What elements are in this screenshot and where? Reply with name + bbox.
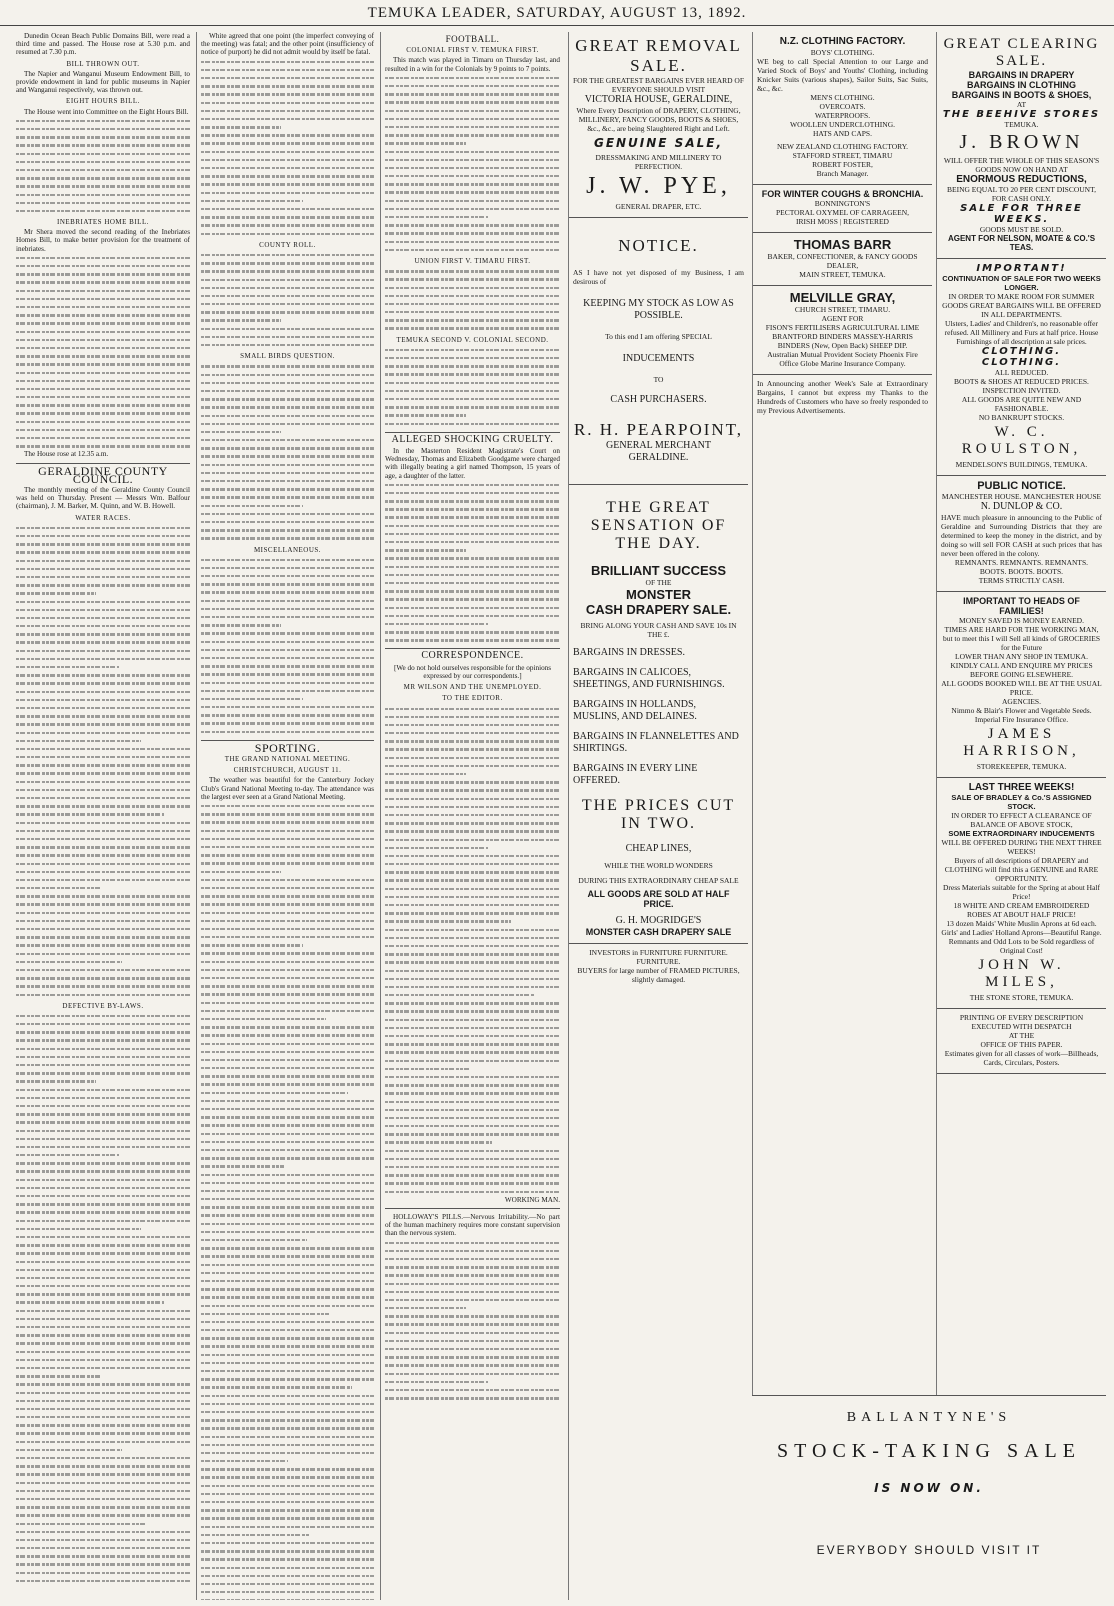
ad-text: MENDELSON'S BUILDINGS, TEMUKA. xyxy=(955,460,1088,469)
ad-printing xyxy=(937,1009,1106,1074)
ad-heading: SALE OF BRADLEY & Co.'S ASSIGNED STOCK. xyxy=(951,793,1092,811)
ad-text: AT xyxy=(1016,100,1027,109)
ad-text: BOOTS & SHOES AT REDUCED PRICES. INSPECTION INVITED. xyxy=(954,377,1089,395)
ad-title: GREAT REMOVAL SALE. xyxy=(575,36,742,75)
ad-text: AGENT FOR NELSON, MOATE & CO.'S TEAS. xyxy=(947,234,1096,252)
ad-heading: MONSTER CASH DRAPERY SALE xyxy=(585,927,732,937)
ad-text: BARGAINS IN BOOTS & SHOES, xyxy=(951,90,1092,100)
subheading: UNION FIRST V. TIMARU FIRST. xyxy=(414,256,531,265)
ad-text: GOODS MUST BE SOLD. xyxy=(979,225,1064,234)
ad-name: J. W. PYE, xyxy=(586,173,731,199)
ad-text: CASH PURCHASERS. xyxy=(610,394,707,405)
ad-text: MONEY SAVED IS MONEY EARNED. xyxy=(959,616,1084,625)
ad-thomas-barr xyxy=(753,233,932,286)
ad-furniture xyxy=(569,944,748,990)
ad-name: R. H. PEARPOINT, xyxy=(573,420,744,439)
ad-text: To this end I am offering SPECIAL xyxy=(605,332,712,341)
ad-text: AS I have not yet disposed of my Business, I am desirous of xyxy=(573,268,744,286)
article-text: Dunedin Ocean Beach Public Domains Bill, were read a third time and passed. The House rose at 5.30 p.m. and resumed at 7.30 p.m. xyxy=(16,32,190,57)
ad-heading: THE PRICES CUT IN TWO. xyxy=(581,797,736,832)
ad-text: IN ORDER TO EFFECT A CLEARANCE OF BALANCE OF ABOVE STOCK, xyxy=(951,811,1092,829)
ad-text: TIMES ARE HARD FOR THE WORKING MAN, but to meet this I will Sell all kinds of GROCERIES for the Future xyxy=(942,625,1101,652)
ad-text: NO BANKRUPT STOCKS. xyxy=(978,413,1065,422)
ad-heading: ALL GOODS ARE SOLD AT HALF PRICE. xyxy=(587,889,730,909)
ad-text: BEING EQUAL TO 20 PER CENT DISCOUNT, FOR CASH ONLY. xyxy=(947,185,1096,203)
ad-text: BOOTS. BOOTS. BOOTS. xyxy=(979,567,1064,576)
ad-great-removal xyxy=(569,32,748,218)
ad-text: AGENT FOR xyxy=(821,314,864,323)
signature: WORKING MAN. xyxy=(504,1195,560,1204)
article-text: White agreed that one point (the imperfect conveying of the meeting) was fatal; and the other point (insufficiency of notice of purport) he did not admit would by itself be fatal. xyxy=(201,32,374,57)
ad-text: REMNANTS. REMNANTS. REMNANTS. xyxy=(954,558,1089,567)
ad-text: ALL REDUCED. xyxy=(994,368,1049,377)
ad-text: BUYERS for large number of FRAMED PICTURES, slightly damaged. xyxy=(577,966,740,984)
column-6-ads xyxy=(936,32,1106,1600)
ad-text: Buyers of all descriptions of DRAPERY and CLOTHING will find this a GENUINE and RARE OPPORTUNITY. xyxy=(944,856,1099,883)
ad-roulston xyxy=(937,259,1106,476)
ad-heading: GENUINE SALE, xyxy=(593,136,724,150)
ad-text: HAVE much pleasure in announcing to the Public of Geraldine and Surrounding Districts that they are determined to keep the money in the district, and by doing so will sell FOR CASH at such prices that has never been offered in the colony. xyxy=(941,513,1102,558)
ad-text: KINDLY CALL AND ENQUIRE MY PRICES BEFORE GOING ELSEWHERE. xyxy=(950,661,1093,679)
article-text: The Napier and Wanganui Museum Endowment Bill, to provide endowment in land for public museums in Napier and Wanganui respectively, was thrown out. xyxy=(16,69,190,95)
ad-text: OFFICE OF THIS PAPER. xyxy=(980,1040,1063,1049)
ad-text: DURING THIS EXTRAORDINARY CHEAP SALE xyxy=(578,876,739,885)
ad-text: CHEAP LINES, xyxy=(625,843,692,854)
ad-clearing-sale xyxy=(937,32,1106,259)
column-3 xyxy=(380,32,564,1600)
ad-coughs xyxy=(753,185,932,233)
ad-title: GREAT CLEARING SALE. xyxy=(943,36,1100,69)
ad-text: FISON'S FERTILISERS AGRICULTURAL LIME BRANTFORD BINDERS MASSEY-HARRIS BINDERS (New, Open Back) SHEEP DIP. xyxy=(765,323,920,350)
ad-subhead: BOYS' CLOTHING. xyxy=(810,48,875,57)
ad-text: BAKER, CONFECTIONER, & FANCY GOODS DEALER, xyxy=(767,252,918,270)
ad-text: CHURCH STREET, TIMARU. xyxy=(794,305,891,314)
ad-title: FOR WINTER COUGHS & BRONCHIA. xyxy=(761,189,924,199)
ad-subhead: HATS AND CAPS. xyxy=(813,129,872,138)
ad-text: WILL OFFER THE WHOLE OF THIS SEASON'S GOODS NOW ON HAND AT xyxy=(943,156,1100,174)
ad-text: TEMUKA. xyxy=(1004,120,1039,129)
column-5-ads xyxy=(752,32,932,1600)
ad-text: CONTINUATION OF SALE FOR TWO WEEKS LONGER. xyxy=(942,274,1101,292)
ad-title: IMPORTANT TO HEADS OF FAMILIES! xyxy=(963,596,1080,616)
ad-text: BRING ALONG YOUR CASH AND SAVE 10s IN THE £. xyxy=(580,621,737,639)
ad-text: WE beg to call Special Attention to our Large and Varied Stock of Boys' and Youths' Clothing, including Knicker Suits (various shapes), Sailor Suits, Sac Suits, &c., &c. xyxy=(757,57,928,93)
ad-subhead: OVERCOATS. xyxy=(819,102,866,111)
ad-text: ALL GOODS ARE QUITE NEW AND FASHIONABLE. xyxy=(961,395,1082,413)
dateline: CHRISTCHURCH, AUGUST 11. xyxy=(233,766,342,775)
ad-text: LOWER THAN ANY SHOP IN TEMUKA. xyxy=(955,652,1088,661)
editorial-note: [We do not hold ourselves responsible for the opinions expressed by our correspondents.] xyxy=(393,663,552,680)
ad-text: TO xyxy=(653,375,664,384)
ad-text: AT THE xyxy=(1008,1031,1035,1040)
ad-name: N. DUNLOP & CO. xyxy=(980,501,1063,512)
ad-text: GENERAL MERCHANT xyxy=(606,440,711,451)
subheading: EIGHT HOURS BILL. xyxy=(66,97,140,106)
ad-title: PUBLIC NOTICE. xyxy=(977,480,1066,492)
ad-text: AGENCIES. xyxy=(1002,697,1041,706)
ad-dunlop xyxy=(937,476,1106,592)
ad-text: OF THE xyxy=(645,578,672,587)
ad-name: JAMES HARRISON, xyxy=(963,726,1080,759)
ad-text: Ulsters, Ladies' and Children's, no reasonable offer refused. All Millinery and Furs at half price. House Furnishings of all description at sale prices. xyxy=(944,319,1099,346)
ad-announce xyxy=(753,375,932,421)
ad-bargain: BARGAINS IN FLANNELETTES AND SHIRTINGS. xyxy=(573,731,739,754)
ad-text: GENERAL DRAPER, ETC. xyxy=(615,202,702,211)
ad-title: N.Z. CLOTHING FACTORY. xyxy=(779,36,906,47)
ad-text: BARGAINS IN CLOTHING xyxy=(967,80,1076,90)
ad-text: INVESTORS in FURNITURE FURNITURE. FURNITURE. xyxy=(589,948,728,966)
ad-heading: SOME EXTRAORDINARY INDUCEMENTS xyxy=(948,829,1095,838)
ad-text: MAIN STREET, TEMUKA. xyxy=(799,270,886,279)
subheading: TEMUKA SECOND V. COLONIAL SECOND. xyxy=(396,335,549,344)
ad-subhead: WOOLLEN UNDERCLOTHING. xyxy=(790,120,895,129)
ad-text: G. H. MOGRIDGE'S xyxy=(615,915,702,926)
ad-subhead: MEN'S CLOTHING. xyxy=(810,93,875,102)
ad-bargain: BARGAINS IN DRESSES. xyxy=(573,647,685,658)
ad-text: THE STONE STORE, TEMUKA. xyxy=(969,993,1074,1002)
subheading: MISCELLANEOUS. xyxy=(253,545,322,554)
ad-text: INDUCEMENTS xyxy=(622,353,695,364)
ad-text: ALL GOODS BOOKED WILL BE AT THE USUAL PRICE. xyxy=(941,679,1102,697)
ad-text: Where Every Description of DRAPERY, CLOTHING, MILLINERY, FANCY GOODS, BOOTS & SHOES, &c., &c., are being Slaughtered Right and Left. xyxy=(576,106,741,133)
ad-name: THOMAS BARR xyxy=(793,237,892,252)
subheading: DEFECTIVE BY-LAWS. xyxy=(62,1001,144,1010)
article-text: HOLLOWAY'S PILLS.—Nervous Irritability.—No part of the human machinery requires more constant supervision than the nervous system. xyxy=(385,1212,560,1238)
section-heading: CORRESPONDENCE. xyxy=(385,648,560,660)
ad-text: Dress Materials suitable for the Spring at about Half Price! xyxy=(942,883,1101,901)
ad-text: Estimates given for all classes of work—Billheads, Cards, Circulars, Posters. xyxy=(944,1049,1099,1067)
ad-text: BARGAINS IN DRAPERY xyxy=(968,70,1075,80)
ad-text: PRINTING OF EVERY DESCRIPTION EXECUTED WITH DESPATCH xyxy=(959,1013,1084,1031)
subheading: INEBRIATES HOME BILL. xyxy=(57,218,149,227)
ad-text: DRESSMAKING AND MILLINERY TO PERFECTION. xyxy=(595,153,722,171)
column-4-ads xyxy=(568,32,748,1600)
ad-bargain: BARGAINS IN EVERY LINE OFFERED. xyxy=(573,763,698,786)
column-1 xyxy=(12,32,194,1600)
ad-harrison xyxy=(937,592,1106,778)
article-text: In the Masterton Resident Magistrate's Court on Wednesday, Thomas and Elizabeth Goodgame were charged with illegally beating a girl named Thompson, 15 years of age, a daughter of the latter. xyxy=(385,446,560,480)
article-text: The House rose at 12.35 a.m. xyxy=(24,450,109,459)
ad-heading: CASH DRAPERY SALE. xyxy=(585,602,732,617)
section-heading: GERALDINE COUNTY COUNCIL. xyxy=(16,463,190,483)
ad-name: JOHN W. MILES, xyxy=(978,957,1065,990)
ad-heading: THE BEEHIVE STORES xyxy=(942,109,1101,120)
ad-title: LAST THREE WEEKS! xyxy=(968,782,1075,793)
ad-text: Australian Mutual Provident Society Phoenix Fire Office Globe Marine Insurance Company. xyxy=(767,350,918,368)
ad-bargain: BARGAINS IN HOLLANDS, MUSLINS, AND DELAINES. xyxy=(573,699,697,722)
ad-text: IRISH MOSS | REGISTERED xyxy=(796,217,889,226)
ad-melville-gray xyxy=(753,286,932,375)
subheading: MR WILSON AND THE UNEMPLOYED. xyxy=(403,683,542,692)
masthead xyxy=(0,0,1114,26)
ad-title: STOCK-TAKING SALE xyxy=(777,1440,1081,1462)
section-heading: SPORTING. xyxy=(201,740,374,752)
ad-text: BONNINGTON'S xyxy=(814,199,871,208)
ad-text: MANCHESTER HOUSE. MANCHESTER HOUSE xyxy=(941,492,1102,501)
ad-text: STAFFORD STREET, TIMARU xyxy=(792,151,893,160)
ad-text: 18 WHITE AND CREAM EMBROIDERED ROBES AT ABOUT HALF PRICE! xyxy=(953,901,1090,919)
masthead-title: TEMUKA LEADER, SATURDAY, AUGUST 13, 1892. xyxy=(367,5,747,21)
ad-text: PECTORAL OXYMEL OF CARRAGEEN, xyxy=(775,208,910,217)
ad-text: 13 dozen Maids' White Muslin Aprons at 6d each. Girls' and Ladies' Holland Aprons—Beautiful Range. xyxy=(941,919,1102,937)
ad-name: BALLANTYNE'S xyxy=(846,1410,1012,1425)
subheading: TO THE EDITOR. xyxy=(442,694,503,703)
ad-text: Remnants and Odd Lots to be Sold regardless of Original Cost! xyxy=(948,937,1095,955)
ad-text: WILL BE OFFERED DURING THE NEXT THREE WEEKS! xyxy=(941,838,1102,856)
ad-name: W. C. ROULSTON, xyxy=(961,424,1082,457)
ad-heading: MONSTER xyxy=(626,587,691,602)
column-2 xyxy=(196,32,378,1600)
ad-text: FOR THE GREATEST BARGAINS EVER HEARD OF EVERYONE SHOULD VISIT xyxy=(573,76,744,94)
ad-text: STOREKEEPER, TEMUKA. xyxy=(976,762,1067,771)
article-text: The monthly meeting of the Geraldine County Council was held on Thursday. Present — Messrs Wm. Balfour (chairman), J. M. Barker, M. Quinn, and W. B. Howell. xyxy=(16,486,190,511)
ad-text: TERMS STRICTLY CASH. xyxy=(978,576,1065,585)
section-heading: ALLEGED SHOCKING CRUELTY. xyxy=(385,432,560,444)
article-text: The House went into Committee on the Eight Hours Bill. xyxy=(24,107,189,116)
article-text: The weather was beautiful for the Canterbury Jockey Club's Grand National Meeting to-day. The attendance was the largest ever seen at a Grand National Meeting. xyxy=(201,776,374,801)
ad-bargain: BARGAINS IN CALICOES, SHEETINGS, AND FURNISHINGS. xyxy=(573,667,725,690)
ad-monster-sale xyxy=(569,485,748,944)
subheading: SMALL BIRDS QUESTION. xyxy=(240,352,335,361)
ad-text: GERALDINE. xyxy=(628,452,689,463)
ad-heading: SALE FOR THREE WEEKS. xyxy=(960,203,1083,225)
section-heading: FOOTBALL. xyxy=(445,34,500,44)
subheading: COLONIAL FIRST V. TEMUKA FIRST. xyxy=(406,46,539,55)
ad-text: VICTORIA HOUSE, GERALDINE, xyxy=(584,94,733,105)
subheading: THE GRAND NATIONAL MEETING. xyxy=(224,755,351,764)
ad-heading: IMPORTANT! xyxy=(976,263,1067,274)
ad-text: WHILE THE WORLD WONDERS xyxy=(604,861,713,870)
article-text: Mr Shera moved the second reading of the Inebriates Homes Bill, to make better provision for the treatment of inebriates. xyxy=(16,228,190,253)
ad-text: IN ORDER TO MAKE ROOM FOR SUMMER GOODS GREAT BARGAINS WILL BE OFFERED IN ALL DEPARTMENTS. xyxy=(942,292,1101,319)
ad-text: NEW ZEALAND CLOTHING FACTORY. xyxy=(776,142,909,151)
ad-text: ROBERT FOSTER, xyxy=(812,160,873,169)
subheading: COUNTY ROLL. xyxy=(259,240,316,249)
ad-title: NOTICE. xyxy=(618,236,699,255)
ad-title: THE GREAT SENSATION OF THE DAY. xyxy=(590,499,727,552)
ad-heading: IS NOW ON. xyxy=(874,1481,984,1495)
ad-text: Branch Manager. xyxy=(816,169,869,178)
article-text: This match was played in Timaru on Thursday last, and resulted in a win for the Colonials by 9 points to 7 points. xyxy=(385,56,560,73)
ad-heading: BRILLIANT SUCCESS xyxy=(590,563,727,578)
subheading: BILL THROWN OUT. xyxy=(66,59,140,68)
ad-name: J. BROWN xyxy=(959,131,1084,153)
ad-miles xyxy=(937,778,1106,1009)
ad-text: Nimmo & Blair's Flower and Vegetable Seeds. Imperial Fire Insurance Office. xyxy=(951,706,1092,724)
ad-heading: ENORMOUS REDUCTIONS, xyxy=(956,174,1087,185)
ad-heading: CLOTHING. CLOTHING. xyxy=(981,346,1062,368)
ad-text: KEEPING MY STOCK AS LOW AS POSSIBLE. xyxy=(583,298,734,321)
ad-subhead: WATERPROOFS. xyxy=(814,111,871,120)
ad-ballantyne xyxy=(752,1395,1106,1600)
ad-text: EVERYBODY SHOULD VISIT IT xyxy=(816,1543,1042,1557)
ad-notice-pearpoint xyxy=(569,218,748,485)
ad-nz-clothing xyxy=(753,32,932,185)
ad-name: MELVILLE GRAY, xyxy=(789,290,896,305)
ad-text: In Announcing another Week's Sale at Extraordinary Bargains, I cannot but express my Thanks to the Hundreds of Customers who have so freely responded to my Previous Advertisements. xyxy=(757,379,928,415)
subheading: WATER RACES. xyxy=(75,513,131,522)
